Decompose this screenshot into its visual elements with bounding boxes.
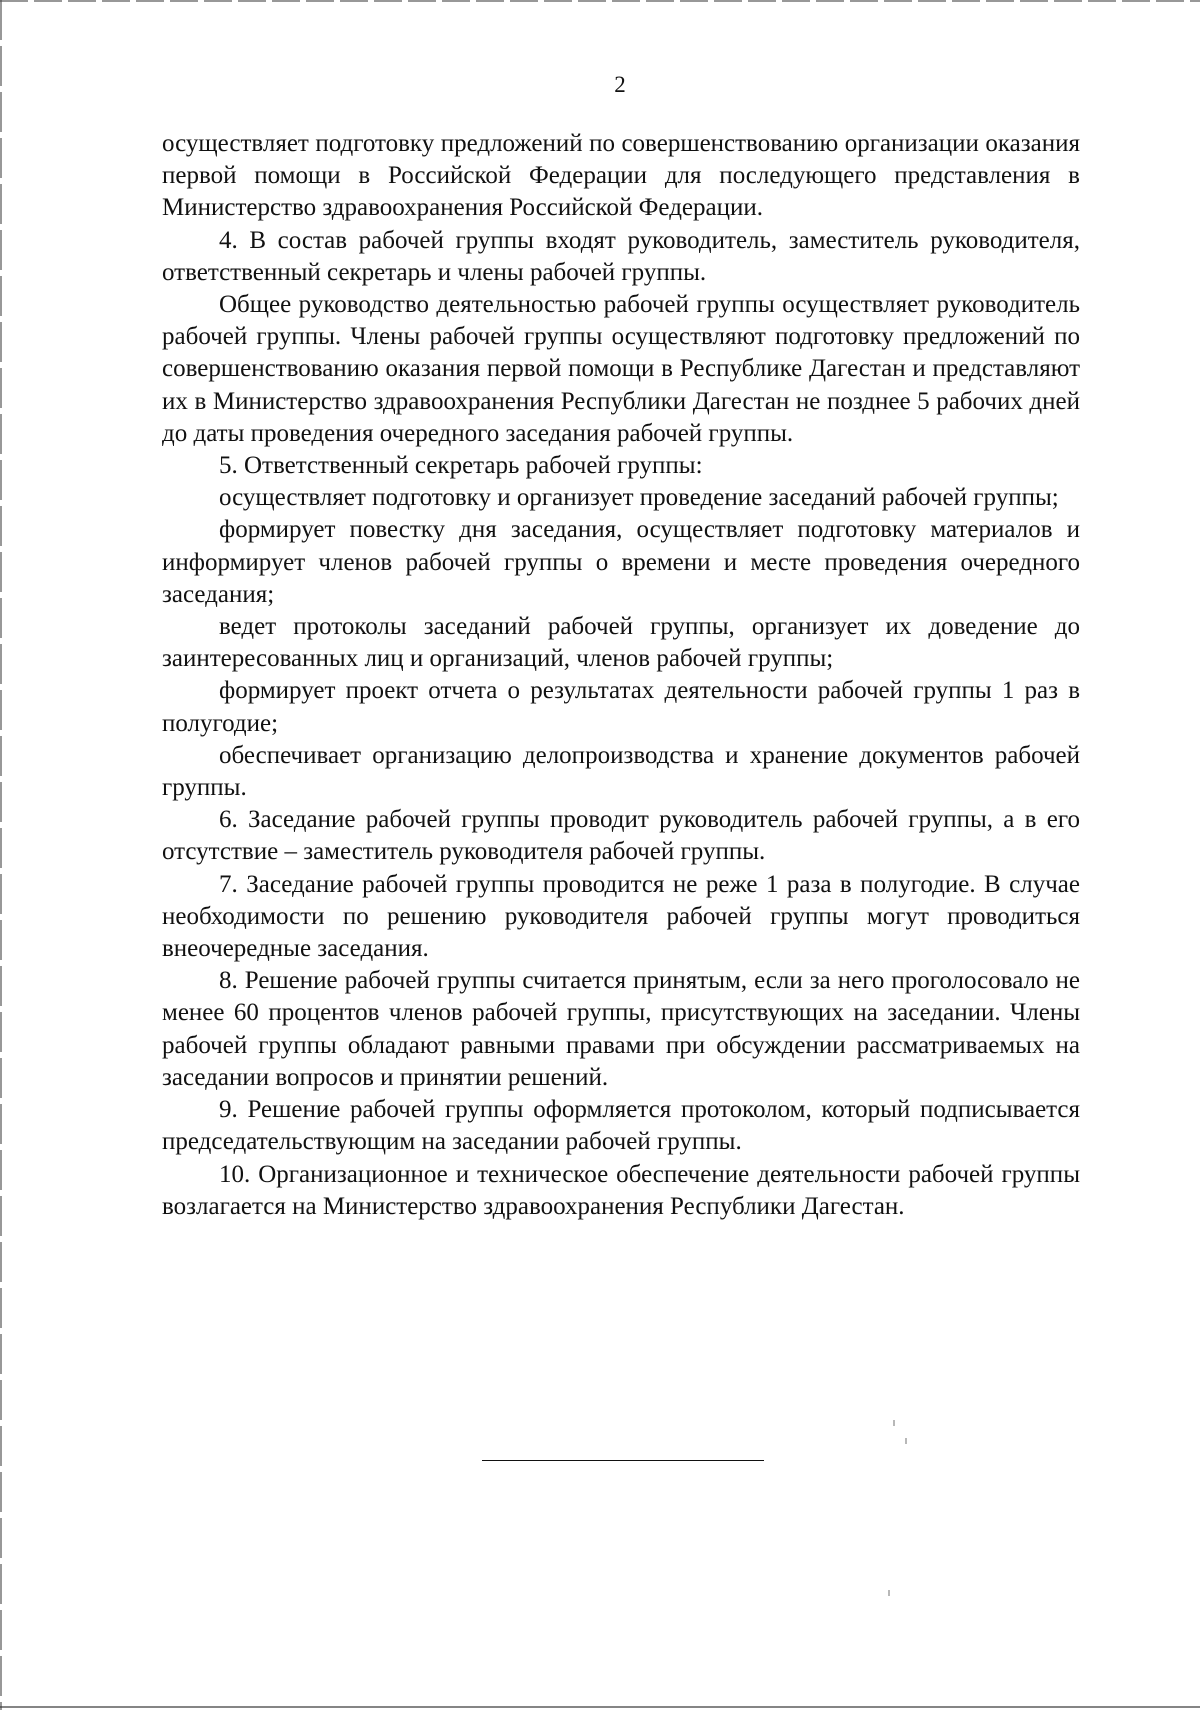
document-paragraph: обеспечивает организацию делопроизводства и хранение документов рабочей группы. — [162, 741, 1080, 802]
scan-speck — [893, 1420, 895, 1426]
document-paragraph: 5. Ответственный секретарь рабочей группы: — [219, 452, 703, 480]
scan-edge-top — [0, 0, 1200, 2]
document-paragraph: 6. Заседание рабочей группы проводит руководитель рабочей группы, а в его отсутствие – заместитель руководителя рабочей группы. — [162, 806, 1080, 866]
scan-edge-bottom — [0, 1706, 1200, 1708]
scan-speck — [905, 1438, 907, 1444]
page-number: 2 — [614, 72, 626, 97]
document-paragraph: 8. Решение рабочей группы считается принятым, если за него проголосовало не менее 60 процентов членов рабочей группы, присутствующих на заседании. Члены рабочей группы обладают равными правами при обсуждении рассматриваемых на заседании вопросов и принятии решений. — [162, 967, 1080, 1091]
document-paragraph: 4. В состав рабочей группы входят руководитель, заместитель руководителя, ответственный секретарь и члены рабочей группы. — [162, 226, 1080, 286]
document-paragraph: 7. Заседание рабочей группы проводится не реже 1 раза в полугодие. В случае необходимости по решению руководителя рабочей группы могут проводиться внеочередные заседания. — [162, 870, 1080, 963]
document-paragraph: формирует проект отчета о результатах деятельности рабочей группы 1 раз в полугодие; — [162, 677, 1080, 737]
document-paragraph: ведет протоколы заседаний рабочей группы, организует их доведение до заинтересованных лиц и организаций, членов рабочей группы; — [162, 613, 1080, 673]
document-body — [162, 128, 1080, 1223]
scan-edge-left — [0, 0, 2, 1710]
document-paragraph: 10. Организационное и техническое обеспечение деятельности рабочей группы возлагается на Министерство здравоохранения Республики Дагестан. — [162, 1160, 1080, 1220]
document-paragraph: формирует повестку дня заседания, осуществляет подготовку материалов и информирует членов рабочей группы о времени и месте проведения очередного заседания; — [162, 516, 1080, 608]
closing-rule — [482, 1460, 764, 1461]
document-paragraph: осуществляет подготовку и организует проведение заседаний рабочей группы; — [219, 484, 1059, 512]
document-paragraph: Общее руководство деятельностью рабочей группы осуществляет руководитель рабочей группы. Члены рабочей группы осуществляют подготовку предложений по совершенствованию оказания первой помощи в Республике Дагестан и представляют их в Министерство здравоохранения Республики Дагестан не позднее 5 рабочих дней до даты проведения очередного заседания рабочей группы. — [162, 291, 1080, 447]
scan-speck — [888, 1590, 890, 1596]
document-paragraph: осуществляет подготовку предложений по совершенствованию организации оказания первой помощи в Российской Федерации для последующего представления в Министерство здравоохранения Российской Федерации. — [162, 130, 1080, 222]
document-paragraph: 9. Решение рабочей группы оформляется протоколом, который подписывается председательствующим на заседании рабочей группы. — [162, 1096, 1080, 1156]
